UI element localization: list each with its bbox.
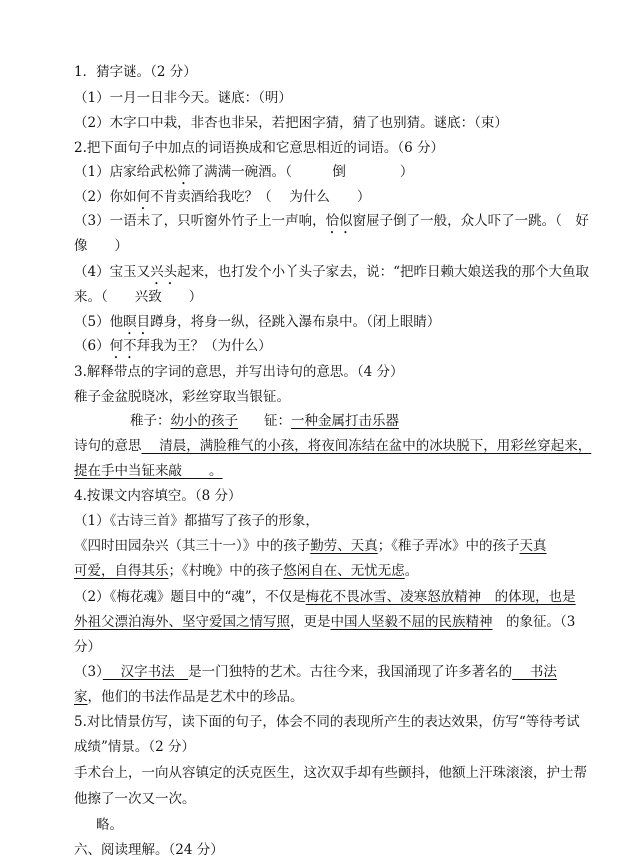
q4-answer: 可爱，自得其乐 bbox=[74, 563, 169, 579]
q5-title-1: 5.对比情景仿写，读下面的句子，体会不同的表现所产生的表达效果，仿写“等待考试 bbox=[74, 714, 580, 730]
q5-passage-1: 手术台上，一向从容镇定的沃克医生，这次双手却有些颤抖，他额上汗珠滚滚，护士帮 bbox=[74, 765, 587, 781]
q4-title: 4.按课文内容填空。（8 分） bbox=[74, 488, 242, 504]
q2-item-3 bbox=[74, 211, 588, 237]
q2-item-6 bbox=[74, 336, 588, 362]
q2-item-3-text-b: 窗屉子倒了一般，众人吓了一跳。（ 好 bbox=[352, 213, 589, 229]
q2-item-4-cont: 来。（ 兴致 ） bbox=[74, 289, 203, 305]
q3-word-1: 稚子： bbox=[130, 413, 171, 429]
q2-item-3-dotted-word: 恰似 bbox=[325, 213, 353, 229]
q4-text: ，他们的书法作品是艺术中的珍品。 bbox=[87, 689, 304, 705]
q3-word-2: 钲： bbox=[264, 413, 291, 429]
q2-item-5-dotted-word: 瞑目 bbox=[123, 314, 151, 330]
q2-item-5 bbox=[74, 312, 588, 338]
q3-answer-1: 幼小的孩子 bbox=[170, 413, 238, 429]
q1-item-2: （2）木字口中栽，非杏也非呆，若把困字猜，猜了也别猜。谜底：（束） bbox=[74, 115, 508, 131]
q4-answer: 梅花不畏冰雪、凌寒怒放精神 bbox=[305, 589, 482, 605]
q4-line-3 bbox=[74, 561, 588, 581]
q2-title: 2.把下面句子中加点的词语换成和它意思相近的词语。（6 分） bbox=[74, 140, 445, 156]
q2-item-1-text-b: 了满满一碗酒。（ 倒 ） bbox=[190, 164, 414, 180]
q1-title: 1．猜字谜。（2 分） bbox=[74, 64, 197, 80]
q4-answer: 天真 bbox=[519, 538, 547, 554]
q2-item-5-text-b: 蹲身，将身一纵，径跳入瀑布泉中。（闭上眼睛） bbox=[150, 314, 441, 330]
q2-item-6-dotted-word: 何不 bbox=[109, 338, 137, 354]
q2-item-1-text-a: （1）店家给武松 bbox=[74, 164, 178, 180]
q4-line-4 bbox=[74, 587, 588, 607]
q3-title: 3.解释带点的字词的意思，并写出诗句的意思。（4 分） bbox=[74, 364, 404, 380]
q4-text: 。 bbox=[404, 563, 419, 579]
q2-item-2-text-b: 不肯卖酒给我吃？（ 为什么 ） bbox=[150, 189, 371, 205]
q4-item-1: （1）《古诗三首》都描写了孩子的形象， bbox=[74, 513, 319, 529]
q4-text: （3） bbox=[74, 664, 103, 680]
q4-text: ；《稚子弄冰》中的孩子 bbox=[377, 538, 520, 554]
q4-answer: 中国人坚毅不屈的民族精神 bbox=[330, 614, 493, 630]
q2-item-4-text-b: 起来，也打发个小丫头子家去，说：“把昨日赖大娘送我的那个大鱼取 bbox=[177, 264, 589, 280]
q5-title-2: 成绩”情景。（2 分） bbox=[74, 739, 196, 755]
q4-text: 是一门独特的艺术。古往今来，我国涌现了许多著名的 bbox=[188, 664, 513, 680]
q2-item-3-cont: 像 ） bbox=[74, 238, 128, 254]
q4-text: ；《村晚》中的孩子 bbox=[168, 563, 284, 579]
q4-line-6: 分） bbox=[74, 639, 101, 655]
q3-meaning-answer-2: 提在手中当钲来敲 。 bbox=[74, 463, 223, 479]
q4-line-2 bbox=[74, 536, 588, 556]
q3-word-answers bbox=[130, 411, 588, 431]
q2-item-1-dotted-word: 筛 bbox=[177, 164, 191, 180]
q5-passage-2: 他擦了一次又一次。 bbox=[74, 791, 196, 807]
q2-item-3-text-a: （3）一语未了，只听窗外竹子上一声响， bbox=[74, 213, 326, 229]
q4-text: ，更是 bbox=[290, 614, 331, 630]
q2-item-5-text-a: （5）他 bbox=[74, 314, 124, 330]
q2-item-4-dotted-word: 兴头 bbox=[150, 264, 178, 280]
q6-title: 六、阅读理解。（24 分） bbox=[74, 842, 224, 858]
q4-answer: 悠闲自在、无忧无虑 bbox=[283, 563, 405, 579]
q4-answer: 外祖父漂泊海外、坚守爱国之情写照 bbox=[74, 614, 290, 630]
q2-item-6-text-a: （6） bbox=[74, 338, 110, 354]
q2-item-2-text-a: （2）你如 bbox=[74, 189, 137, 205]
q4-text: 《四时田园杂兴（其三十一）》中的孩子 bbox=[74, 538, 311, 554]
q5-answer: 略。 bbox=[96, 817, 123, 833]
q3-meaning-line-1 bbox=[74, 436, 592, 456]
q2-item-6-text-b: 拜我为王？（为什么） bbox=[136, 338, 272, 354]
q2-item-1 bbox=[74, 162, 588, 188]
q2-item-4-text-a: （4）宝玉又 bbox=[74, 264, 151, 280]
q1-item-1: （1）一月一日非今天。谜底：（明） bbox=[74, 90, 292, 106]
q4-text: （2）《梅花魂》题目中的“魂”，不仅是 bbox=[74, 589, 306, 605]
q4-text: 的体现，也是 bbox=[481, 589, 576, 605]
q4-answer: 勤劳、天真 bbox=[310, 538, 378, 554]
q4-line-5 bbox=[74, 612, 588, 632]
q3-poem: 稚子金盆脱晓冰，彩丝穿取当银钲。 bbox=[74, 389, 290, 405]
q4-text: 的象征。（3 bbox=[492, 614, 576, 630]
q4-answer: 书法 bbox=[512, 664, 557, 680]
q2-item-4 bbox=[74, 262, 588, 288]
q4-line-7 bbox=[74, 662, 588, 682]
q3-answer-2: 一种金属打击乐器 bbox=[291, 413, 399, 429]
q4-answer: 家 bbox=[74, 689, 88, 705]
q3-meaning-answer-1: 清晨，满脸稚气的小孩，将夜间冻结在盆中的冰块脱下，用彩丝穿起来， bbox=[141, 438, 592, 454]
q3-meaning-label: 诗句的意思 bbox=[74, 438, 142, 454]
q4-answer: 汉字书法 bbox=[102, 664, 189, 680]
q4-line-8 bbox=[74, 687, 588, 707]
q2-item-2-dotted-word: 何 bbox=[136, 189, 151, 205]
q3-meaning-line-2 bbox=[74, 461, 588, 481]
q2-item-2 bbox=[74, 187, 588, 213]
